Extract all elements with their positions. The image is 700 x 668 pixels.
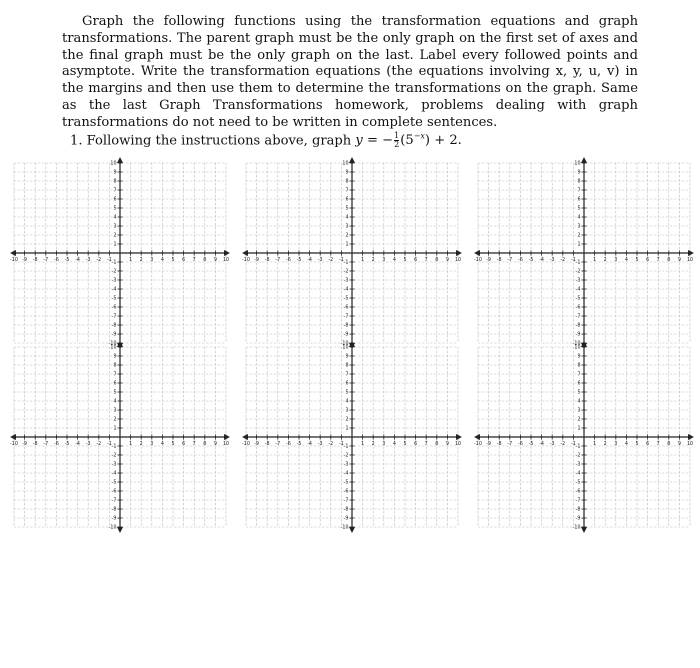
x-tick-label: 5	[403, 442, 407, 447]
x-tick-label: -1	[571, 442, 576, 447]
x-axis-arrow-right	[224, 250, 230, 256]
y-tick-label: -5	[111, 480, 117, 486]
y-tick-label: 10	[110, 345, 117, 351]
y-tick-label: 4	[345, 399, 349, 405]
y-tick-label: -2	[111, 269, 117, 275]
x-tick-label: -3	[549, 442, 555, 447]
y-axis-arrow-down	[581, 527, 587, 533]
x-tick-label: -10	[474, 442, 482, 447]
y-tick-label: 7	[345, 188, 349, 194]
x-tick-label: -5	[64, 442, 70, 447]
x-tick-label: -8	[264, 442, 270, 447]
coordinate-grid-4	[10, 341, 230, 533]
y-tick-label: -4	[111, 471, 117, 477]
x-tick-label: -1	[107, 258, 112, 263]
x-tick-label: -1	[339, 442, 344, 447]
x-axis-arrow-left	[242, 250, 248, 256]
x-tick-label: -5	[528, 442, 534, 447]
x-tick-label: -8	[32, 442, 38, 447]
x-tick-label: -2	[560, 258, 566, 263]
y-tick-label: 5	[345, 206, 349, 212]
y-tick-label: -1	[343, 260, 349, 266]
y-tick-label: 8	[577, 179, 581, 185]
x-tick-label: 4	[624, 442, 628, 447]
y-tick-label: -10	[108, 525, 117, 531]
y-tick-label: 3	[113, 408, 117, 414]
x-tick-label: -2	[96, 258, 102, 263]
x-axis-arrow-right	[224, 434, 230, 440]
x-tick-label: 1	[361, 442, 365, 447]
y-tick-label: -6	[575, 305, 581, 311]
y-tick-label: 3	[577, 224, 581, 230]
y-tick-label: 6	[113, 197, 117, 203]
y-tick-label: 7	[345, 372, 349, 378]
eq-exponent: −x	[413, 132, 425, 141]
y-tick-label: -9	[111, 332, 117, 338]
y-tick-label: 2	[577, 417, 581, 423]
x-tick-label: 6	[414, 258, 418, 263]
x-tick-label: 2	[371, 442, 375, 447]
y-tick-label: 3	[345, 408, 349, 414]
coordinate-grid-2	[242, 157, 462, 349]
y-tick-label: 4	[113, 215, 117, 221]
y-tick-label: -8	[343, 507, 349, 513]
eq-base: (5	[400, 133, 414, 149]
x-tick-label: 8	[435, 258, 439, 263]
x-tick-label: 7	[656, 442, 660, 447]
y-tick-label: 1	[113, 426, 117, 432]
x-tick-label: 4	[160, 442, 164, 447]
x-tick-label: -8	[32, 258, 38, 263]
y-tick-label: 5	[113, 390, 117, 396]
coordinate-grid-3	[474, 157, 694, 349]
x-tick-label: 3	[614, 258, 618, 263]
y-tick-label: -3	[111, 462, 117, 468]
x-tick-label: -10	[10, 442, 18, 447]
x-tick-label: 7	[424, 258, 428, 263]
y-tick-label: -7	[343, 314, 349, 320]
x-tick-label: -6	[286, 258, 291, 263]
x-tick-label: 6	[182, 442, 186, 447]
x-tick-label: -7	[507, 442, 513, 447]
eq-plus: + 2.	[434, 133, 462, 149]
x-tick-label: 7	[424, 442, 428, 447]
x-tick-label: 5	[403, 258, 407, 263]
x-tick-label: -1	[571, 258, 576, 263]
x-tick-label: -6	[54, 258, 59, 263]
y-tick-label: 6	[345, 197, 349, 203]
eq-equals: =	[367, 133, 378, 149]
y-tick-label: -1	[575, 260, 581, 266]
y-tick-label: 2	[113, 417, 117, 423]
y-tick-label: -3	[343, 462, 349, 468]
x-tick-label: 2	[603, 258, 607, 263]
y-tick-label: 9	[113, 354, 117, 360]
x-tick-label: 5	[635, 258, 639, 263]
y-tick-label: -10	[340, 525, 349, 531]
x-tick-label: 2	[603, 442, 607, 447]
y-tick-label: 10	[342, 161, 349, 167]
x-tick-label: 4	[160, 258, 164, 263]
y-tick-label: -8	[111, 507, 117, 513]
y-tick-label: 7	[113, 372, 117, 378]
problem-number: 1.	[70, 133, 83, 149]
x-tick-label: -4	[75, 258, 80, 263]
y-tick-label: -1	[575, 444, 581, 450]
x-tick-label: -5	[296, 442, 302, 447]
x-tick-label: -3	[85, 442, 91, 447]
y-tick-label: 10	[574, 161, 581, 167]
y-tick-label: -10	[108, 341, 117, 347]
y-tick-label: -4	[343, 471, 349, 477]
eq-sign: −	[382, 133, 394, 149]
y-tick-label: 1	[345, 426, 349, 432]
y-tick-label: 8	[113, 363, 117, 369]
y-tick-label: 10	[110, 161, 117, 167]
x-tick-label: -2	[96, 442, 102, 447]
x-tick-label: -6	[54, 442, 59, 447]
x-tick-label: -4	[307, 258, 312, 263]
x-tick-label: -10	[242, 442, 250, 447]
x-tick-label: 10	[686, 442, 694, 447]
x-tick-label: -7	[43, 442, 49, 447]
y-tick-label: -10	[572, 525, 581, 531]
y-tick-label: 2	[577, 233, 581, 239]
x-tick-label: -6	[518, 258, 523, 263]
y-tick-label: 3	[113, 224, 117, 230]
y-tick-label: -8	[343, 323, 349, 329]
x-tick-label: 2	[139, 442, 143, 447]
x-tick-label: 10	[686, 258, 694, 263]
y-tick-label: -4	[575, 471, 581, 477]
x-tick-label: 8	[667, 442, 671, 447]
x-tick-label: 7	[656, 258, 660, 263]
y-tick-label: -10	[572, 341, 581, 347]
x-tick-label: -4	[539, 258, 544, 263]
x-tick-label: 5	[171, 442, 175, 447]
y-tick-label: -9	[575, 516, 581, 522]
y-tick-label: 6	[577, 197, 581, 203]
y-tick-label: 8	[345, 363, 349, 369]
x-tick-label: 2	[371, 258, 375, 263]
x-tick-label: 10	[222, 258, 230, 263]
y-tick-label: 3	[577, 408, 581, 414]
y-tick-label: 4	[345, 215, 349, 221]
y-tick-label: -2	[575, 453, 581, 459]
x-tick-label: 2	[139, 258, 143, 263]
y-tick-label: 4	[577, 399, 581, 405]
y-tick-label: -6	[575, 489, 581, 495]
y-tick-label: -5	[343, 296, 349, 302]
y-tick-label: -7	[575, 498, 581, 504]
x-tick-label: -10	[10, 258, 18, 263]
coordinate-grid-5	[242, 341, 462, 533]
x-tick-label: -2	[328, 442, 334, 447]
y-tick-label: -4	[575, 287, 581, 293]
problem-text: Following the instructions above, graph	[86, 133, 352, 149]
y-tick-label: 5	[577, 206, 581, 212]
x-tick-label: 10	[454, 442, 462, 447]
x-tick-label: -6	[518, 442, 523, 447]
x-tick-label: 3	[150, 258, 154, 263]
y-tick-label: 6	[577, 381, 581, 387]
y-tick-label: 1	[577, 242, 581, 248]
x-axis-arrow-right	[688, 250, 694, 256]
x-tick-label: -4	[75, 442, 80, 447]
x-tick-label: -9	[486, 442, 491, 447]
y-axis-arrow-up	[581, 157, 587, 163]
x-tick-label: -8	[496, 442, 502, 447]
y-tick-label: 4	[113, 399, 117, 405]
x-tick-label: 8	[203, 442, 207, 447]
y-tick-label: -9	[343, 332, 349, 338]
y-tick-label: -2	[111, 453, 117, 459]
x-axis-arrow-left	[10, 434, 16, 440]
x-tick-label: 3	[382, 442, 386, 447]
y-tick-label: -9	[343, 516, 349, 522]
x-tick-label: 9	[213, 258, 217, 263]
x-tick-label: -1	[107, 442, 112, 447]
y-tick-label: -3	[111, 278, 117, 284]
y-tick-label: 5	[113, 206, 117, 212]
x-tick-label: -2	[560, 442, 566, 447]
x-axis-arrow-right	[456, 434, 462, 440]
y-axis-arrow-down	[349, 527, 355, 533]
y-tick-label: 9	[345, 170, 349, 176]
y-tick-label: 1	[113, 242, 117, 248]
x-tick-label: -4	[307, 442, 312, 447]
x-tick-label: 4	[392, 258, 396, 263]
x-tick-label: 9	[677, 258, 681, 263]
x-axis-arrow-left	[10, 250, 16, 256]
x-tick-label: 4	[624, 258, 628, 263]
x-tick-label: 5	[171, 258, 175, 263]
y-tick-label: -1	[111, 444, 117, 450]
x-tick-label: 6	[414, 442, 418, 447]
x-tick-label: -3	[85, 258, 91, 263]
y-axis-arrow-down	[117, 527, 123, 533]
y-tick-label: 7	[113, 188, 117, 194]
x-tick-label: 6	[182, 258, 186, 263]
x-tick-label: -10	[474, 258, 482, 263]
x-tick-label: 1	[129, 258, 133, 263]
y-tick-label: -1	[111, 260, 117, 266]
y-tick-label: 1	[577, 426, 581, 432]
y-tick-label: -2	[343, 269, 349, 275]
y-tick-label: -1	[343, 444, 349, 450]
x-tick-label: 7	[192, 442, 196, 447]
y-tick-label: 7	[577, 188, 581, 194]
y-tick-label: 9	[577, 354, 581, 360]
y-tick-label: 10	[342, 345, 349, 351]
x-tick-label: 9	[677, 442, 681, 447]
y-tick-label: 5	[577, 390, 581, 396]
x-axis-arrow-left	[474, 250, 480, 256]
y-tick-label: 2	[113, 233, 117, 239]
coordinate-grid-6	[474, 341, 694, 533]
x-tick-label: -9	[254, 442, 259, 447]
x-tick-label: -5	[64, 258, 70, 263]
x-tick-label: -8	[496, 258, 502, 263]
x-tick-label: -10	[242, 258, 250, 263]
y-tick-label: -4	[111, 287, 117, 293]
y-tick-label: 9	[345, 354, 349, 360]
x-tick-label: 3	[614, 442, 618, 447]
y-axis-arrow-up	[349, 157, 355, 163]
x-tick-label: -4	[539, 442, 544, 447]
x-tick-label: 6	[646, 442, 650, 447]
y-tick-label: -5	[575, 296, 581, 302]
x-tick-label: -6	[286, 442, 291, 447]
x-tick-label: -3	[317, 442, 323, 447]
y-tick-label: 6	[113, 381, 117, 387]
x-tick-label: 9	[213, 442, 217, 447]
y-tick-label: -3	[575, 462, 581, 468]
x-tick-label: 3	[150, 442, 154, 447]
x-tick-label: -7	[275, 258, 281, 263]
eq-frac-num: 1	[394, 131, 400, 141]
y-tick-label: -7	[111, 314, 117, 320]
y-tick-label: -9	[111, 516, 117, 522]
y-tick-label: 9	[113, 170, 117, 176]
x-tick-label: 7	[192, 258, 196, 263]
x-tick-label: 8	[435, 442, 439, 447]
x-tick-label: 1	[593, 442, 597, 447]
y-tick-label: 8	[113, 179, 117, 185]
x-tick-label: -7	[507, 258, 513, 263]
coordinate-grid-1	[10, 157, 230, 349]
y-tick-label: -6	[343, 489, 349, 495]
y-tick-label: 9	[577, 170, 581, 176]
y-tick-label: -9	[575, 332, 581, 338]
y-tick-label: 6	[345, 381, 349, 387]
y-tick-label: 2	[345, 417, 349, 423]
y-tick-label: -4	[343, 287, 349, 293]
y-tick-label: 8	[345, 179, 349, 185]
x-tick-label: -9	[486, 258, 491, 263]
y-tick-label: -7	[575, 314, 581, 320]
x-tick-label: 4	[392, 442, 396, 447]
y-tick-label: 8	[577, 363, 581, 369]
y-tick-label: -5	[575, 480, 581, 486]
x-tick-label: 1	[129, 442, 133, 447]
x-tick-label: -9	[254, 258, 259, 263]
instructions-text: Graph the following functions using the transformation equations and graph transformations. The parent graph must be the only graph on the first set of axes and the final graph must be the only graph on the last. Label every followed points and asymptote. Write the transformation equations (the equations involving x, y, u, v) in the margins and then use them to determine the transformations on the graph. Same as the last Graph Transformations homework, problems dealing with graph transformations do not need to be written in complete sentences.	[62, 14, 638, 130]
y-tick-label: -3	[575, 278, 581, 284]
y-tick-label: -6	[111, 489, 117, 495]
x-tick-label: 8	[667, 258, 671, 263]
x-tick-label: -9	[22, 258, 27, 263]
y-tick-label: -6	[111, 305, 117, 311]
y-tick-label: -8	[111, 323, 117, 329]
eq-lhs: y	[355, 133, 363, 149]
y-tick-label: -5	[111, 296, 117, 302]
y-tick-label: -7	[111, 498, 117, 504]
x-tick-label: -3	[317, 258, 323, 263]
y-tick-label: -10	[340, 341, 349, 347]
y-tick-label: -6	[343, 305, 349, 311]
x-tick-label: 10	[222, 442, 230, 447]
x-tick-label: -5	[528, 258, 534, 263]
y-tick-label: -7	[343, 498, 349, 504]
x-tick-label: -1	[339, 258, 344, 263]
x-tick-label: -7	[275, 442, 281, 447]
x-tick-label: 9	[445, 442, 449, 447]
x-tick-label: 6	[646, 258, 650, 263]
x-axis-arrow-left	[242, 434, 248, 440]
x-tick-label: -3	[549, 258, 555, 263]
x-tick-label: -9	[22, 442, 27, 447]
y-tick-label: 3	[345, 224, 349, 230]
x-axis-arrow-left	[474, 434, 480, 440]
x-tick-label: -5	[296, 258, 302, 263]
x-tick-label: -2	[328, 258, 334, 263]
y-tick-label: 10	[574, 345, 581, 351]
y-tick-label: -2	[343, 453, 349, 459]
y-axis-arrow-up	[117, 157, 123, 163]
eq-close: )	[424, 133, 431, 149]
x-tick-label: -7	[43, 258, 49, 263]
y-tick-label: -5	[343, 480, 349, 486]
x-tick-label: 9	[445, 258, 449, 263]
y-tick-label: -8	[575, 507, 581, 513]
y-tick-label: 7	[577, 372, 581, 378]
x-tick-label: 1	[593, 258, 597, 263]
y-tick-label: 2	[345, 233, 349, 239]
y-tick-label: 5	[345, 390, 349, 396]
y-tick-label: -2	[575, 269, 581, 275]
y-tick-label: -3	[343, 278, 349, 284]
eq-frac-den: 2	[394, 140, 400, 150]
x-tick-label: -8	[264, 258, 270, 263]
y-tick-label: -8	[575, 323, 581, 329]
x-tick-label: 8	[203, 258, 207, 263]
x-tick-label: 1	[361, 258, 365, 263]
x-axis-arrow-right	[688, 434, 694, 440]
x-tick-label: 10	[454, 258, 462, 263]
x-tick-label: 3	[382, 258, 386, 263]
x-axis-arrow-right	[456, 250, 462, 256]
x-tick-label: 5	[635, 442, 639, 447]
y-tick-label: 4	[577, 215, 581, 221]
y-tick-label: 1	[345, 242, 349, 248]
